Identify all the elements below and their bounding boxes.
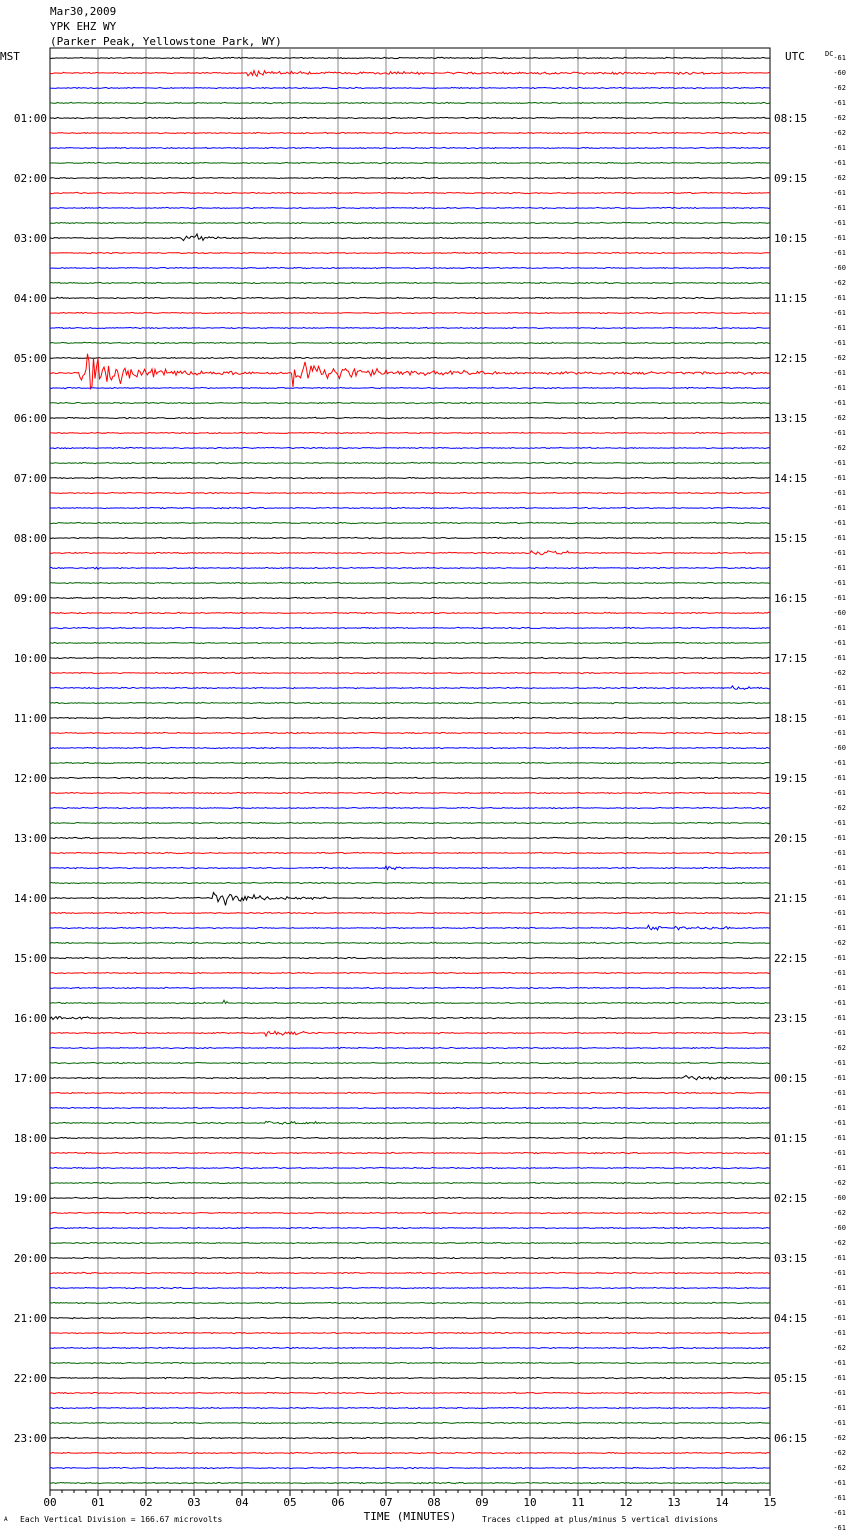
seismic-trace: [50, 447, 770, 448]
seismic-trace: [50, 1257, 770, 1258]
dc-offset-label: -61: [833, 474, 846, 482]
dc-offset-label: -61: [833, 309, 846, 317]
right-hour-label: 03:15: [774, 1252, 808, 1265]
dc-offset-label: -61: [833, 819, 846, 827]
dc-offset-label: -61: [833, 1314, 846, 1322]
dc-offset-label: -61: [833, 759, 846, 767]
dc-offset-label: -62: [833, 1179, 846, 1187]
x-tick-label: 12: [619, 1496, 633, 1509]
left-hour-label: 03:00: [13, 232, 47, 245]
right-hour-label: 21:15: [774, 892, 808, 905]
seismic-trace: [50, 402, 770, 403]
right-hour-label: 01:15: [774, 1132, 808, 1145]
seismic-trace: [50, 1047, 770, 1048]
chart-date: Mar30,2009: [50, 5, 117, 18]
corner-mark: A: [4, 1516, 8, 1523]
dc-offset-label: -61: [833, 1404, 846, 1412]
seismic-trace: [50, 702, 770, 704]
chart-location: (Parker Peak, Yellowstone Park, WY): [50, 35, 282, 48]
dc-offset-label: -61: [833, 579, 846, 587]
seismic-trace: [50, 837, 770, 839]
seismic-trace: [50, 507, 770, 509]
seismic-trace: [50, 102, 770, 103]
seismic-trace: [50, 732, 770, 733]
seismic-trace: [50, 1017, 770, 1020]
left-timezone-label: MST: [0, 50, 20, 63]
dc-offset-label: -61: [833, 429, 846, 437]
dc-offset-label: -61: [833, 219, 846, 227]
right-hour-label: 17:15: [774, 652, 808, 665]
dc-offset-label: -61: [833, 654, 846, 662]
seismic-trace: [50, 582, 770, 583]
x-tick-label: 10: [523, 1496, 537, 1509]
seismic-trace: [50, 87, 770, 88]
left-hour-label: 05:00: [13, 352, 47, 365]
seismic-trace: [50, 1362, 770, 1363]
seismic-trace: [50, 1377, 770, 1378]
x-tick-label: 02: [139, 1496, 153, 1509]
dc-offset-label: -62: [833, 669, 846, 677]
x-tick-label: 14: [715, 1496, 729, 1509]
x-tick-label: 07: [379, 1496, 393, 1509]
seismic-trace: [50, 162, 770, 163]
dc-offset-label: -62: [833, 1449, 846, 1457]
right-hour-label: 18:15: [774, 712, 808, 725]
seismic-trace: [50, 1422, 770, 1423]
dc-offset-label: -61: [833, 189, 846, 197]
seismic-trace: [50, 657, 770, 658]
seismic-trace: [50, 1272, 770, 1273]
seismic-trace: [50, 417, 770, 418]
dc-offset-label: -62: [833, 804, 846, 812]
seismic-trace: [50, 1482, 770, 1483]
seismic-trace: [50, 387, 770, 388]
seismic-trace: [50, 1152, 770, 1153]
right-hour-label: 16:15: [774, 592, 808, 605]
seismic-trace: [50, 1182, 770, 1184]
dc-offset-label: -61: [833, 1089, 846, 1097]
seismic-trace: [50, 1347, 770, 1348]
dc-offset-label: -61: [833, 999, 846, 1007]
dc-offset-label: -61: [833, 879, 846, 887]
seismic-trace: [50, 267, 770, 268]
dc-offset-label: -61: [833, 1494, 846, 1502]
dc-offset-label: -61: [833, 1389, 846, 1397]
right-timezone-label: UTC: [785, 50, 805, 63]
left-hour-label: 14:00: [13, 892, 47, 905]
dc-offset-label: -61: [833, 1419, 846, 1427]
dc-offset-label: -61: [833, 699, 846, 707]
dc-offset-label: -61: [833, 204, 846, 212]
right-hour-label: 10:15: [774, 232, 808, 245]
dc-offset-label: -61: [833, 459, 846, 467]
dc-offset-label: -61: [833, 234, 846, 242]
dc-offset-label: -62: [833, 1464, 846, 1472]
seismic-trace: [50, 192, 770, 193]
chart-station: YPK EHZ WY: [50, 20, 117, 33]
dc-offset-label: -61: [833, 864, 846, 872]
seismic-trace: [50, 972, 770, 973]
plot-frame: [50, 48, 770, 1490]
right-hour-label: 08:15: [774, 112, 808, 125]
seismic-trace: [50, 912, 770, 913]
left-hour-label: 17:00: [13, 1072, 47, 1085]
dc-offset-label: -61: [833, 1119, 846, 1127]
seismic-trace: [50, 672, 770, 674]
seismic-trace: [50, 1287, 770, 1288]
dc-offset-label: -61: [833, 504, 846, 512]
seismic-trace: [50, 1167, 770, 1168]
dc-offset-label: -61: [833, 1014, 846, 1022]
seismic-trace: [50, 1467, 770, 1468]
seismic-trace: [50, 1302, 770, 1303]
seismic-trace: [50, 1392, 770, 1393]
seismic-trace: [50, 297, 770, 298]
x-tick-label: 03: [187, 1496, 201, 1509]
seismic-trace: [50, 1137, 770, 1138]
seismic-trace: [50, 342, 770, 344]
right-hour-label: 05:15: [774, 1372, 808, 1385]
dc-offset-label: -61: [833, 369, 846, 377]
seismic-trace: [50, 117, 770, 118]
dc-offset-label: -61: [833, 564, 846, 572]
right-hour-label: 23:15: [774, 1012, 808, 1025]
seismic-trace: [50, 1407, 770, 1408]
seismic-trace: [50, 642, 770, 643]
dc-offset-label: -61: [833, 1269, 846, 1277]
x-tick-label: 00: [43, 1496, 57, 1509]
dc-offset-label: -61: [833, 549, 846, 557]
seismic-trace: [50, 612, 770, 613]
dc-offset-label: -61: [833, 1254, 846, 1262]
dc-offset-label: -61: [833, 894, 846, 902]
dc-offset-label: -61: [833, 624, 846, 632]
dc-offset-label: -62: [833, 1044, 846, 1052]
dc-offset-label: -61: [833, 99, 846, 107]
dc-offset-label: -61: [833, 339, 846, 347]
seismic-trace: [50, 1062, 770, 1063]
dc-offset-label: -61: [833, 519, 846, 527]
dc-offset-label: -62: [833, 129, 846, 137]
seismic-trace: [50, 537, 770, 539]
seismic-trace: [50, 882, 770, 883]
seismic-trace: [50, 282, 770, 283]
x-tick-label: 05: [283, 1496, 297, 1509]
dc-offset-label: -61: [833, 984, 846, 992]
dc-offset-label: -61: [833, 1164, 846, 1172]
dc-offset-label: -61: [833, 144, 846, 152]
seismic-trace: [50, 1000, 770, 1004]
dc-offset-label: -62: [833, 354, 846, 362]
dc-offset-label: -62: [833, 174, 846, 182]
dc-offset-label: -60: [833, 609, 846, 617]
seismic-trace: [50, 1121, 770, 1124]
x-tick-label: 06: [331, 1496, 345, 1509]
dc-offset-label: -62: [833, 279, 846, 287]
clip-note: Traces clipped at plus/minus 5 vertical divisions: [482, 1515, 719, 1524]
x-tick-label: 01: [91, 1496, 105, 1509]
dc-offset-label: -61: [833, 684, 846, 692]
dc-offset-label: -61: [833, 324, 846, 332]
left-hour-label: 04:00: [13, 292, 47, 305]
right-hour-label: 06:15: [774, 1432, 808, 1445]
seismic-trace: [50, 717, 770, 718]
seismic-trace: [50, 462, 770, 463]
right-hour-label: 00:15: [774, 1072, 808, 1085]
dc-offset-label: -62: [833, 1344, 846, 1352]
left-hour-label: 20:00: [13, 1252, 47, 1265]
dc-offset-label: -62: [833, 414, 846, 422]
seismic-trace: [50, 627, 770, 628]
seismic-trace: [50, 1437, 770, 1438]
dc-offset-label: -61: [833, 54, 846, 62]
right-hour-label: 04:15: [774, 1312, 808, 1325]
dc-offset-label: -61: [833, 729, 846, 737]
left-hour-label: 22:00: [13, 1372, 47, 1385]
dc-offset-label: -61: [833, 159, 846, 167]
left-hour-label: 23:00: [13, 1432, 47, 1445]
left-hour-label: 19:00: [13, 1192, 47, 1205]
x-axis-label: TIME (MINUTES): [363, 1510, 457, 1523]
seismic-trace: [50, 1092, 770, 1093]
seismic-trace: [50, 1031, 770, 1036]
x-tick-label: 04: [235, 1496, 249, 1509]
seismic-trace: [50, 492, 770, 493]
left-hour-label: 08:00: [13, 532, 47, 545]
seismic-trace: [50, 1076, 770, 1080]
dc-offset-label: -61: [833, 1104, 846, 1112]
dc-offset-label: -61: [833, 639, 846, 647]
dc-offset-label: -61: [833, 774, 846, 782]
left-hour-label: 06:00: [13, 412, 47, 425]
seismic-trace: [50, 567, 770, 569]
right-hour-label: 22:15: [774, 952, 808, 965]
seismic-trace: [50, 892, 770, 905]
dc-offset-label: -61: [833, 1074, 846, 1082]
right-hour-label: 13:15: [774, 412, 808, 425]
dc-offset-label: -61: [833, 594, 846, 602]
seismic-trace: [50, 1107, 770, 1108]
right-hour-label: 11:15: [774, 292, 808, 305]
seismic-trace: [50, 207, 770, 209]
seismic-trace: [50, 866, 770, 870]
seismic-trace: [50, 57, 770, 59]
seismic-trace: [50, 852, 770, 853]
dc-offset-label: -62: [833, 114, 846, 122]
dc-offset-label: -62: [833, 939, 846, 947]
left-hour-label: 11:00: [13, 712, 47, 725]
dc-offset-label: -60: [833, 1224, 846, 1232]
dc-offset-label: -61: [833, 1284, 846, 1292]
dc-offset-label: -61: [833, 399, 846, 407]
x-tick-label: 13: [667, 1496, 681, 1509]
dc-offset-label: -61: [833, 294, 846, 302]
seismic-trace: [50, 925, 770, 930]
right-hour-label: 02:15: [774, 1192, 808, 1205]
seismic-trace: [50, 1317, 770, 1319]
scale-note: Each Vertical Division = 166.67 microvolts: [20, 1515, 223, 1524]
dc-offset-label: -60: [833, 264, 846, 272]
seismic-trace: [50, 822, 770, 823]
dc-offset-label: -61: [833, 1134, 846, 1142]
right-hour-label: 09:15: [774, 172, 808, 185]
dc-offset-label: -61: [833, 849, 846, 857]
dc-offset-label: -61: [833, 1374, 846, 1382]
seismic-trace: [50, 432, 770, 433]
seismic-trace: [50, 987, 770, 988]
right-hour-label: 15:15: [774, 532, 808, 545]
seismic-trace: [50, 807, 770, 808]
x-tick-label: 08: [427, 1496, 441, 1509]
left-hour-label: 07:00: [13, 472, 47, 485]
dc-offset-label: -60: [833, 1194, 846, 1202]
dc-offset-label: -61: [833, 1149, 846, 1157]
seismic-trace: [50, 522, 770, 523]
left-hour-label: 15:00: [13, 952, 47, 965]
seismic-trace: [50, 1212, 770, 1213]
dc-offset-label: -61: [833, 1359, 846, 1367]
dc-offset-label: -61: [833, 489, 846, 497]
seismic-trace: [50, 132, 770, 133]
dc-offset-label: -61: [833, 1029, 846, 1037]
dc-offset-label: -62: [833, 1239, 846, 1247]
dc-offset-label: -61: [833, 534, 846, 542]
seismic-trace: [50, 747, 770, 748]
dc-offset-label: -61: [833, 1524, 846, 1532]
dc-offset-label: -62: [833, 444, 846, 452]
seismic-trace: [50, 597, 770, 598]
seismic-trace: [50, 1242, 770, 1243]
dc-offset-label: -61: [833, 909, 846, 917]
seismic-trace: [50, 551, 770, 555]
dc-offset-label: -61: [833, 954, 846, 962]
dc-offset-label: -61: [833, 1509, 846, 1517]
left-hour-label: 01:00: [13, 112, 47, 125]
left-hour-label: 09:00: [13, 592, 47, 605]
seismic-trace: [50, 147, 770, 148]
right-hour-label: 14:15: [774, 472, 808, 485]
x-tick-label: 09: [475, 1496, 489, 1509]
left-hour-label: 13:00: [13, 832, 47, 845]
left-hour-label: 18:00: [13, 1132, 47, 1145]
seismic-trace: [50, 1227, 770, 1228]
dc-offset-label: -61: [833, 1299, 846, 1307]
seismic-trace: [50, 327, 770, 328]
seismic-trace: [50, 942, 770, 943]
dc-offset-label: -60: [833, 744, 846, 752]
x-tick-label: 15: [763, 1496, 777, 1509]
seismic-trace: [50, 1197, 770, 1198]
seismic-trace: [50, 312, 770, 313]
dc-offset-label: -62: [833, 1434, 846, 1442]
right-hour-label: 12:15: [774, 352, 808, 365]
left-hour-label: 21:00: [13, 1312, 47, 1325]
dc-offset-label: -62: [833, 84, 846, 92]
dc-offset-label: -61: [833, 834, 846, 842]
seismic-trace: [50, 477, 770, 478]
dc-offset-label: -61: [833, 1059, 846, 1067]
x-tick-label: 11: [571, 1496, 585, 1509]
dc-offset-label: -62: [833, 1209, 846, 1217]
seismic-trace: [50, 177, 770, 178]
dc-offset-label: -61: [833, 969, 846, 977]
dc-offset-label: -61: [833, 714, 846, 722]
dc-offset-label: -60: [833, 69, 846, 77]
left-hour-label: 16:00: [13, 1012, 47, 1025]
seismic-trace: [50, 957, 770, 958]
right-hour-label: 19:15: [774, 772, 808, 785]
seismic-trace: [50, 1452, 770, 1453]
seismic-trace: [50, 762, 770, 763]
right-hour-label: 20:15: [774, 832, 808, 845]
dc-offset-label: -61: [833, 1329, 846, 1337]
left-hour-label: 12:00: [13, 772, 47, 785]
seismic-trace: [50, 1332, 770, 1333]
seismic-trace: [50, 222, 770, 223]
dc-offset-label: -61: [833, 384, 846, 392]
dc-offset-label: -61: [833, 1479, 846, 1487]
dc-header-label: DC: [825, 50, 834, 58]
seismic-trace: [50, 71, 770, 77]
left-hour-label: 10:00: [13, 652, 47, 665]
dc-offset-label: -61: [833, 789, 846, 797]
dc-offset-label: -61: [833, 249, 846, 257]
seismic-trace: [50, 234, 770, 241]
left-hour-label: 02:00: [13, 172, 47, 185]
seismic-trace: [50, 686, 770, 689]
seismic-trace: [50, 252, 770, 253]
dc-offset-label: -61: [833, 924, 846, 932]
seismic-trace: [50, 777, 770, 778]
seismic-trace: [50, 792, 770, 793]
seismic-trace: [50, 357, 770, 358]
